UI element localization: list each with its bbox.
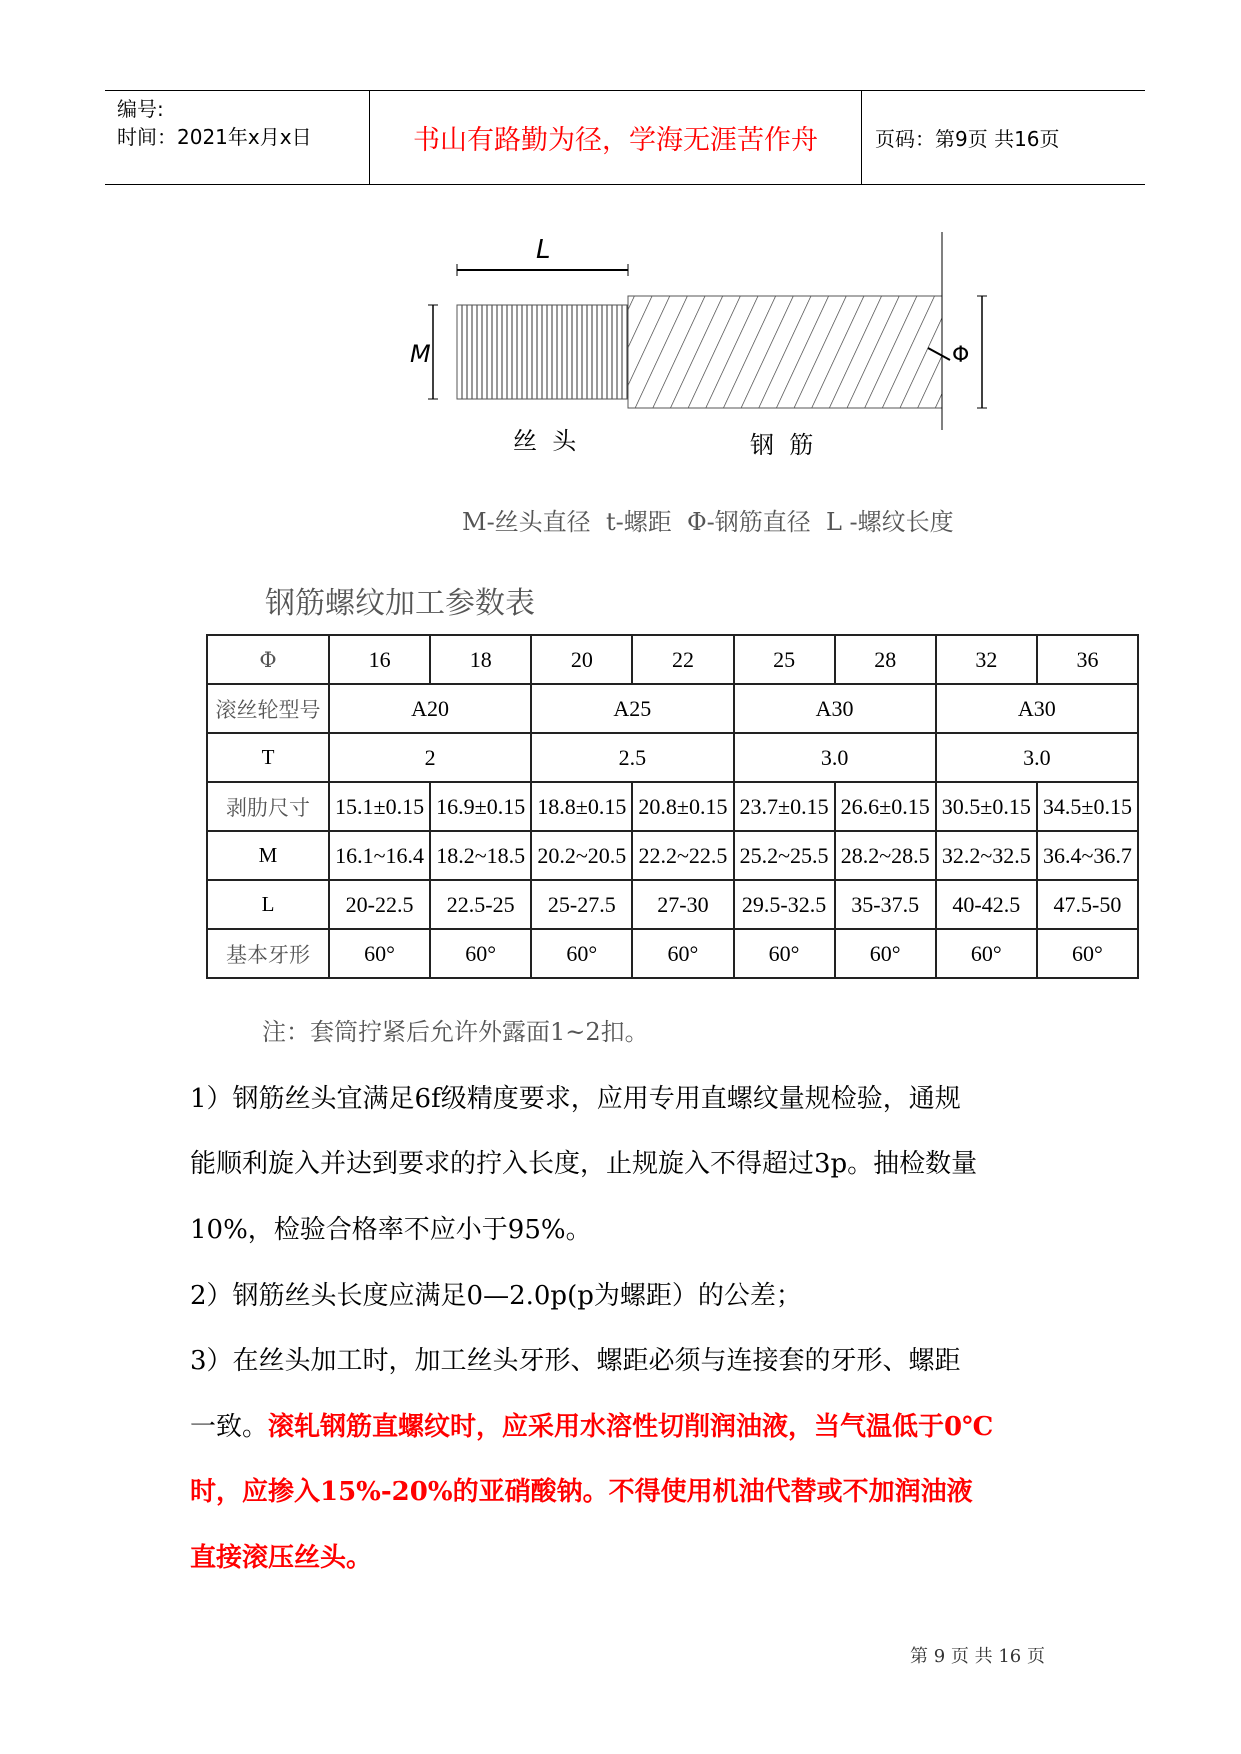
cell: 36 [1037, 635, 1138, 684]
cell: 35-37.5 [835, 880, 936, 929]
rebar-label: 钢 筋 [750, 431, 814, 459]
body-line: 10%，检验合格率不应小于95%。 [190, 1215, 592, 1245]
cell: 20 [531, 635, 632, 684]
cell: 30.5±0.15 [936, 782, 1037, 831]
highlight-line: 时，应掺入15%-20%的亚硝酸钠。不得使用机油代替或不加润油液 [190, 1477, 973, 1507]
cell: 22.2~22.5 [632, 831, 733, 880]
body-line: 2）钢筋丝头长度应满足0—2.0p(p为螺距）的公差； [190, 1281, 802, 1311]
label-L: L [536, 235, 551, 265]
row-header: 剥肋尺寸 [207, 782, 329, 831]
cell: 16 [329, 635, 430, 684]
body-text: 一致。 [190, 1412, 269, 1442]
motto: 书山有路勤为径，学海无涯苦作舟 [370, 91, 862, 184]
row-header: M [207, 831, 329, 880]
cell: 60° [632, 929, 733, 978]
cell: 28 [835, 635, 936, 684]
cell: 2 [329, 733, 531, 782]
cell: 60° [430, 929, 531, 978]
cell: 47.5-50 [1037, 880, 1138, 929]
cell: 20.8±0.15 [632, 782, 733, 831]
cell: 27-30 [632, 880, 733, 929]
cell: 20.2~20.5 [531, 831, 632, 880]
cell: 60° [936, 929, 1037, 978]
cell: A25 [531, 684, 733, 733]
table-row [207, 733, 1138, 782]
cell: 34.5±0.15 [1037, 782, 1138, 831]
cell: 22 [632, 635, 733, 684]
cell: 2.5 [531, 733, 733, 782]
cell: 60° [1037, 929, 1138, 978]
page-footer: 第 9 页 共 16 页 [910, 1646, 1045, 1667]
cell: 22.5-25 [430, 880, 531, 929]
cell: 25 [734, 635, 835, 684]
rebar-shape [628, 296, 942, 408]
table-row [207, 880, 1138, 929]
cell: 28.2~28.5 [835, 831, 936, 880]
row-header: 滚丝轮型号 [207, 684, 329, 733]
diagram-caption: M-丝头直径 t-螺距 Φ-钢筋直径 L -螺纹长度 [462, 508, 954, 536]
table-row [207, 684, 1138, 733]
table-row [207, 831, 1138, 880]
page-header [105, 90, 1145, 185]
time-label: 时间：2021年x月x日 [117, 125, 312, 149]
number-label: 编号: [117, 97, 164, 121]
body-line [190, 1406, 993, 1443]
body-line: 3）在丝头加工时，加工丝头牙形、螺距必须与连接套的牙形、螺距 [190, 1346, 961, 1376]
cell: 25-27.5 [531, 880, 632, 929]
table-row [207, 929, 1138, 978]
cell: 60° [531, 929, 632, 978]
parameter-table [206, 634, 1139, 979]
cell: 29.5-32.5 [734, 880, 835, 929]
cell: 40-42.5 [936, 880, 1037, 929]
label-phi: Φ [952, 343, 970, 368]
body-line: 能顺利旋入并达到要求的拧入长度，止规旋入不得超过3p。抽检数量 [190, 1149, 978, 1179]
cell: 23.7±0.15 [734, 782, 835, 831]
page-label: 页码：第9页 共16页 [875, 127, 1060, 151]
label-M: M [410, 340, 431, 368]
highlight-line: 直接滚压丝头。 [190, 1543, 373, 1573]
table-row [207, 635, 1138, 684]
row-header: Φ [207, 635, 329, 684]
row-header: L [207, 880, 329, 929]
cell: 60° [835, 929, 936, 978]
table-title: 钢筋螺纹加工参数表 [265, 586, 535, 621]
cell: 32.2~32.5 [936, 831, 1037, 880]
cell: 18.2~18.5 [430, 831, 531, 880]
cell: 26.6±0.15 [835, 782, 936, 831]
table-note: 注：套筒拧紧后允许外露面1~2扣。 [262, 1018, 649, 1046]
cell: A20 [329, 684, 531, 733]
row-header: 基本牙形 [207, 929, 329, 978]
cell: 32 [936, 635, 1037, 684]
cell: 18.8±0.15 [531, 782, 632, 831]
highlight-text: 滚轧钢筋直螺纹时，应采用水溶性切削润油液，当气温低于0℃ [268, 1412, 994, 1442]
cell: A30 [936, 684, 1138, 733]
cell: 25.2~25.5 [734, 831, 835, 880]
thread-head-shape [457, 305, 628, 399]
cell: 3.0 [734, 733, 936, 782]
body-line: 1）钢筋丝头宜满足6f级精度要求，应用专用直螺纹量规检验，通规 [190, 1084, 961, 1114]
cell: 16.1~16.4 [329, 831, 430, 880]
cell: 16.9±0.15 [430, 782, 531, 831]
cell: 3.0 [936, 733, 1138, 782]
table-row [207, 782, 1138, 831]
cell: 20-22.5 [329, 880, 430, 929]
thread-label: 丝 头 [513, 427, 577, 455]
cell: A30 [734, 684, 936, 733]
cell: 60° [734, 929, 835, 978]
cell: 60° [329, 929, 430, 978]
cell: 15.1±0.15 [329, 782, 430, 831]
cell: 36.4~36.7 [1037, 831, 1138, 880]
header-meta [105, 91, 370, 184]
row-header: T [207, 733, 329, 782]
cell: 18 [430, 635, 531, 684]
